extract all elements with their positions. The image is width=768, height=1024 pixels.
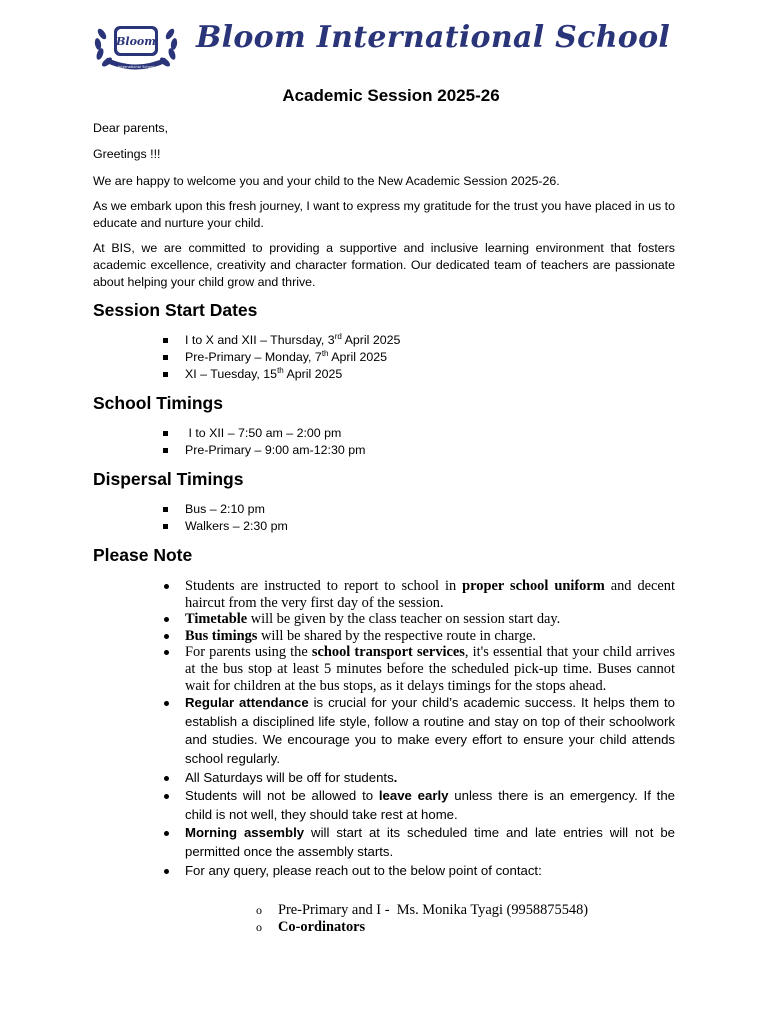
list-item: Students are instructed to report to school in proper school uniform and decent haircut from the very first day of the session. <box>163 578 675 611</box>
list-item: Students will not be allowed to leave early unless there is an emergency. If the child is not well, they should take rest at home. <box>163 787 675 824</box>
letterhead <box>92 16 671 72</box>
list-item: For any query, please reach out to the below point of contact: <box>163 862 675 881</box>
list-item: I to XII – 7:50 am – 2:00 pm <box>163 425 365 442</box>
session-start-list <box>163 332 400 382</box>
salutation: Dear parents, <box>93 121 169 135</box>
list-item: Pre-Primary – Monday, 7th April 2025 <box>163 349 400 366</box>
list-item: Timetable will be given by the class teacher on session start day. <box>163 611 675 628</box>
greeting: Greetings !!! <box>93 147 161 161</box>
commitment-paragraph: At BIS, we are committed to providing a supportive and inclusive learning environment that fosters academic excellence, creativity and character formation. Our dedicated team of teachers are passionate about helping your child grow and thrive. <box>93 241 675 289</box>
logo-subtext: International School <box>117 65 155 69</box>
list-item: For parents using the school transport services, it's essential that your child arrives at the bus stop at least 5 minutes before the scheduled pick-up time. Buses cannot wait for children at the bus stops, as it delays timings for the stops ahead. <box>163 644 675 694</box>
contact-item: o Pre-Primary and I - Ms. Monika Tyagi (9958875548) <box>256 902 588 919</box>
school-name: Bloom International School <box>196 20 671 55</box>
list-item: Morning assembly will start at its scheduled time and late entries will not be permitted once the assembly starts. <box>163 824 675 861</box>
please-note-heading: Please Note <box>93 545 193 565</box>
contact-list <box>256 902 588 936</box>
school-timings-heading: School Timings <box>93 393 223 413</box>
gratitude-paragraph: As we embark upon this fresh journey, I want to express my gratitude for the trust you have placed in us to educate and nurture your child. <box>93 199 675 230</box>
list-item: Pre-Primary – 9:00 am-12:30 pm <box>163 442 365 459</box>
dispersal-timings-list <box>163 501 288 535</box>
school-logo <box>92 16 180 72</box>
session-start-heading: Session Start Dates <box>93 300 258 320</box>
notes-list <box>163 578 675 880</box>
list-item: Bus timings will be shared by the respective route in charge. <box>163 628 675 645</box>
list-item: Regular attendance is crucial for your child’s academic success. It helps them to establish a disciplined life style, follow a routine and stay on top of their schoolwork and studies. We encourage you to make every effort to ensure your child attends school regularly. <box>163 694 675 768</box>
school-timings-list <box>163 425 365 459</box>
list-item: I to X and XII – Thursday, 3rd April 2025 <box>163 332 400 349</box>
list-item: Walkers – 2:30 pm <box>163 518 288 535</box>
list-item: Bus – 2:10 pm <box>163 501 288 518</box>
welcome-paragraph: We are happy to welcome you and your child to the New Academic Session 2025-26. <box>93 174 560 188</box>
dispersal-timings-heading: Dispersal Timings <box>93 469 244 489</box>
logo-text: Bloom <box>116 35 156 48</box>
contact-item: o Co-ordinators <box>256 919 588 936</box>
list-item: All Saturdays will be off for students. <box>163 769 675 788</box>
list-item: XI – Tuesday, 15th April 2025 <box>163 366 400 383</box>
page-title: Academic Session 2025-26 <box>282 86 500 105</box>
